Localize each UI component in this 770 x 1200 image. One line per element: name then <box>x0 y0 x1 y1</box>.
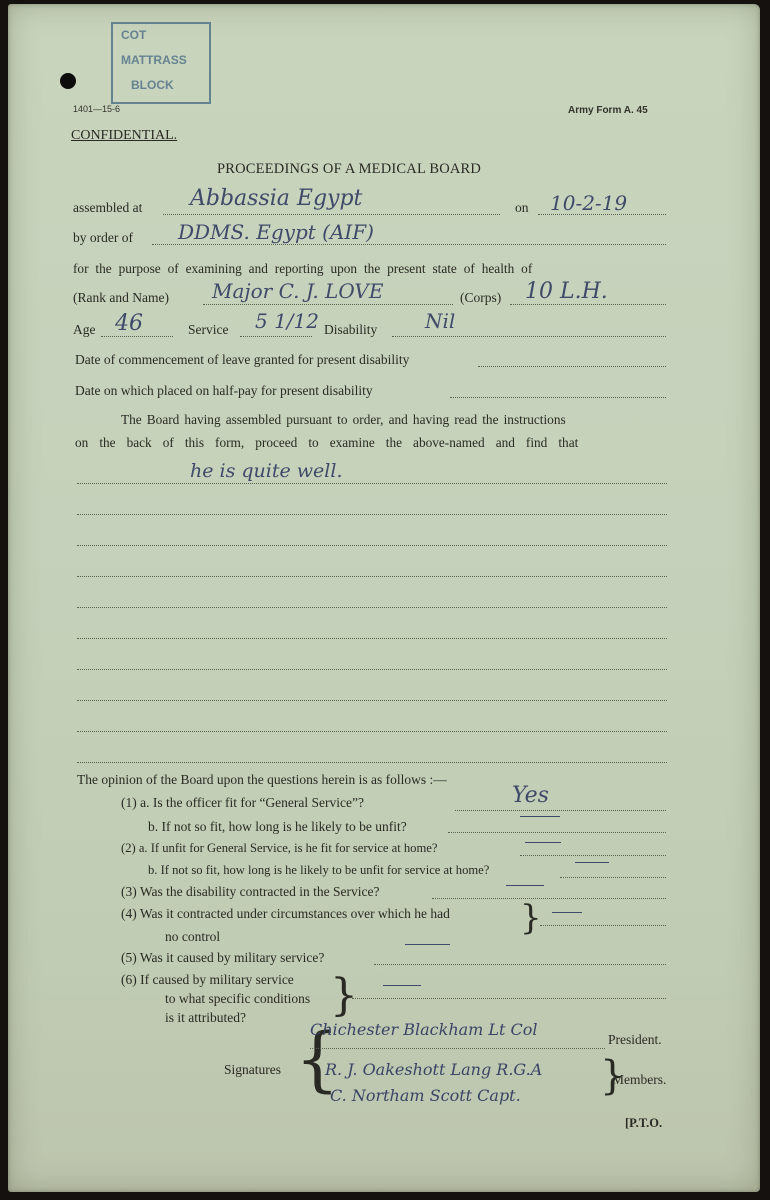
finding-rule-6 <box>77 638 667 639</box>
halfpay-label: Date on which placed on half-pay for present disability <box>75 383 373 398</box>
corps-rule <box>510 304 666 305</box>
age-value: 46 <box>115 311 143 336</box>
opinion-intro: The opinion of the Board upon the questions herein is as follows :— <box>77 772 447 787</box>
pto-label: [P.T.O. <box>625 1116 663 1130</box>
order-rule <box>152 244 666 245</box>
disability-value: Nil <box>425 309 456 333</box>
question-4-line-2: no control <box>165 929 221 944</box>
question-4-answer-dash <box>405 944 450 945</box>
mattress-stamp <box>111 22 211 104</box>
age-rule <box>101 336 173 337</box>
question-1a-rule <box>455 810 666 811</box>
member-2-signature: C. Northam Scott Capt. <box>330 1086 521 1105</box>
finding-rule-1 <box>77 483 667 484</box>
stamp-line-3: BLOCK <box>131 78 174 92</box>
question-5-rule <box>374 964 666 965</box>
members-label: Members. <box>612 1072 667 1087</box>
board-date: 10-2-19 <box>550 191 628 215</box>
question-6-line-1: (6) If caused by military service <box>121 972 294 987</box>
findings-intro-line-2: on the back of this form, proceed to examine the above-named and find that <box>75 435 579 450</box>
question-2b: b. If not so fit, how long is he likely to be unfit for service at home? <box>148 863 490 877</box>
president-rule <box>310 1048 605 1049</box>
question-1a: (1) a. Is the officer fit for “General Service”? <box>121 795 364 810</box>
leave-label: Date of commencement of leave granted for present disability <box>75 352 410 367</box>
stamp-line-2: MATTRASS <box>121 53 187 67</box>
disability-label: Disability <box>324 322 378 337</box>
purpose-text: for the purpose of examining and reporting upon the present state of health of <box>73 261 533 276</box>
leave-rule <box>478 366 666 367</box>
halfpay-rule <box>450 397 666 398</box>
rank-name-value: Major C. J. LOVE <box>212 279 384 303</box>
disability-rule <box>392 336 666 337</box>
question-4-rule <box>540 925 666 926</box>
question-3-rule <box>432 898 666 899</box>
form-paper <box>8 4 760 1192</box>
corps-value: 10 L.H. <box>525 279 608 304</box>
finding-rule-10 <box>77 762 667 763</box>
president-signature: Chichester Blackham Lt Col <box>310 1020 538 1039</box>
question-5: (5) Was it caused by military service? <box>121 950 325 965</box>
president-label: President. <box>608 1032 662 1047</box>
finding-rule-8 <box>77 700 667 701</box>
finding-value: he is quite well. <box>190 460 343 482</box>
question-1b: b. If not so fit, how long is he likely to be unfit? <box>148 819 407 834</box>
service-label: Service <box>188 322 229 337</box>
army-form-number: Army Form A. 45 <box>568 105 648 116</box>
question-2a: (2) a. If unfit for General Service, is he fit for service at home? <box>121 841 438 855</box>
order-label: by order of <box>73 230 133 245</box>
order-value: DDMS. Egypt (AIF) <box>178 220 374 244</box>
stamp-line-1: COT <box>121 28 147 42</box>
rank-rule <box>203 304 453 305</box>
finding-rule-5 <box>77 607 667 608</box>
question-1a-answer: Yes <box>512 783 549 808</box>
finding-rule-3 <box>77 545 667 546</box>
question-6-brace: } <box>330 970 358 1021</box>
form-title: PROCEEDINGS OF A MEDICAL BOARD <box>217 161 482 177</box>
question-4-line-1: (4) Was it contracted under circumstances over which he had <box>121 906 450 921</box>
member-1-signature: R. J. Oakeshott Lang R.G.A <box>325 1060 543 1079</box>
finding-rule-4 <box>77 576 667 577</box>
question-4-dash <box>552 912 582 913</box>
question-3: (3) Was the disability contracted in the Service? <box>121 884 380 899</box>
question-2a-rule <box>520 855 666 856</box>
question-2b-dash <box>575 862 609 863</box>
on-label: on <box>515 200 529 215</box>
question-6-rule <box>352 998 666 999</box>
service-value: 5 1/12 <box>255 309 319 333</box>
question-2a-dash <box>525 842 561 843</box>
findings-intro-line-1: The Board having assembled pursuant to order, and having read the instructions <box>121 412 566 427</box>
assembled-value: Abbassia Egypt <box>190 186 363 211</box>
question-6-dash <box>383 985 421 986</box>
finding-rule-2 <box>77 514 667 515</box>
form-code: 1401—15-6 <box>73 104 121 114</box>
assembled-label: assembled at <box>73 200 143 215</box>
rank-name-label: (Rank and Name) <box>73 290 169 305</box>
question-3-dash <box>506 885 544 886</box>
signatures-label: Signatures <box>224 1062 281 1077</box>
corps-label: (Corps) <box>460 290 502 305</box>
question-4-brace: } <box>520 898 542 938</box>
confidential-label: CONFIDENTIAL. <box>71 128 178 143</box>
punch-hole <box>60 73 76 89</box>
question-1b-dash <box>520 816 560 817</box>
service-rule <box>240 336 312 337</box>
assembled-rule <box>163 214 500 215</box>
members-brace: } <box>600 1053 626 1099</box>
question-2b-rule <box>560 877 666 878</box>
signatures-brace: { <box>295 1018 340 1100</box>
finding-rule-9 <box>77 731 667 732</box>
question-6-line-2: to what specific conditions <box>165 991 311 1006</box>
question-6-line-3: is it attributed? <box>165 1010 246 1025</box>
question-1b-rule <box>448 832 666 833</box>
age-label: Age <box>73 322 96 337</box>
finding-rule-7 <box>77 669 667 670</box>
